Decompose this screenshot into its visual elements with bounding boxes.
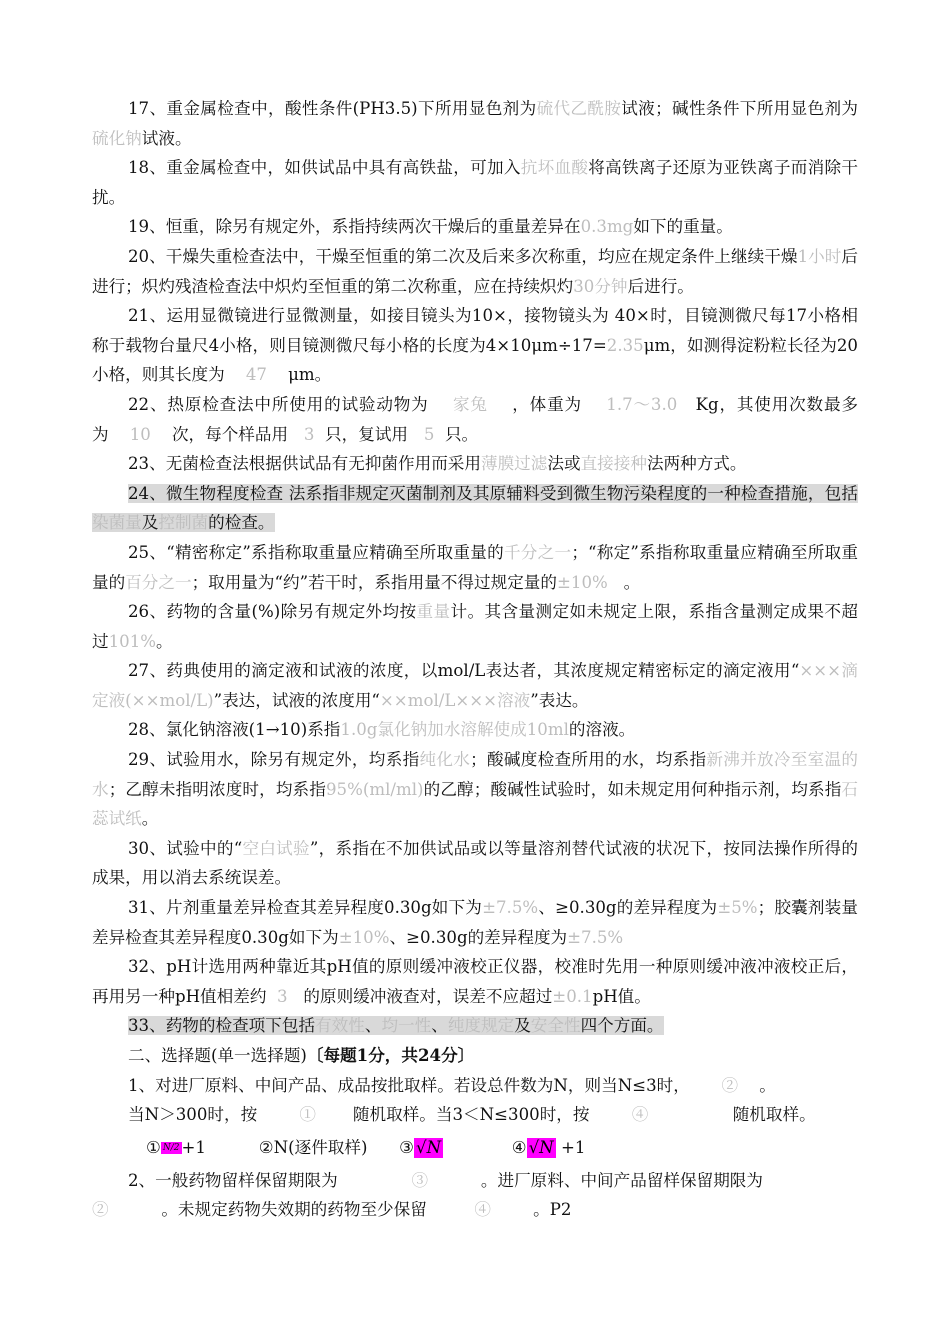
question-text: 只。 xyxy=(444,424,479,444)
option-text: +1 xyxy=(560,1137,586,1157)
answer-text: ±7.5% xyxy=(567,927,624,947)
item-21 xyxy=(92,301,858,390)
question-text: 后进行；炽灼残渣检查法中炽灼至恒重的第二次称重，应在持续炽灼 xyxy=(92,246,858,296)
item-27 xyxy=(92,656,858,715)
answer-text: ±7.5% xyxy=(482,898,539,918)
question-text: 33、药物的检查项下包括 xyxy=(128,1016,316,1036)
sqrt-formula: √N xyxy=(416,1138,442,1158)
answer-text: 0.3mg xyxy=(580,217,634,237)
answer-text: 1.7～3.0 xyxy=(606,394,678,414)
answer-text: ① xyxy=(299,1105,316,1125)
answer-text: 纯化水 xyxy=(419,750,471,770)
question-text: μm，如测得淀粉粒长径为20小格，则其长度为 xyxy=(92,335,858,385)
answer-text: 千分之一 xyxy=(503,542,572,562)
question-text: 30、试验中的“ xyxy=(128,838,243,858)
question-text: 的原则缓冲液查对，误差不应超过 xyxy=(303,986,553,1006)
choice-2 xyxy=(92,1166,858,1225)
question-text: μm。 xyxy=(288,365,332,385)
question-text: 法两种方式。 xyxy=(646,454,747,474)
question-text: 法或 xyxy=(547,454,581,474)
question-text: 21、运用显微镜进行显微测量，如接目镜头为10×，接物镜头为 40×时，目镜测微尺每17小格相称于载物台量尺4小格，则目镜测微尺每小格的长度为4×10μm÷17= xyxy=(92,306,858,355)
question-text: 。 xyxy=(141,809,159,829)
question-text: 、≥0.30g的差异程度为 xyxy=(389,927,568,947)
answer-text: 家兔 xyxy=(453,394,488,414)
item-18 xyxy=(92,153,858,212)
answer-text: ××mol/L×××溶液 xyxy=(379,690,531,710)
answer-text: 10 xyxy=(129,424,151,444)
answer-text: ② xyxy=(92,1200,109,1220)
item-33 xyxy=(92,1011,858,1041)
question-text: 四个方面。 xyxy=(580,1016,664,1036)
item-28 xyxy=(92,715,858,745)
item-24 xyxy=(92,479,858,538)
answer-text: 5 xyxy=(423,424,435,444)
answer-text: ±5% xyxy=(717,898,758,918)
item-31 xyxy=(92,893,858,952)
answer-text: 染菌量 xyxy=(92,513,142,533)
question-text: ”表达。 xyxy=(530,690,589,710)
answer-text: 1小时 xyxy=(797,246,842,266)
question-text: 24、微生物程度检查 法系指非规定灭菌制剂及其原辅料受到微生物污染程度的一种检查措施，包括 xyxy=(128,483,858,503)
question-text: 17、重金属检查中，酸性条件(PH3.5)下所用显色剂为 xyxy=(128,99,537,118)
section-2-heading xyxy=(92,1041,858,1071)
answer-text: 石蕊试纸 xyxy=(92,779,859,829)
answer-text: 空白试验 xyxy=(242,838,310,858)
item-26 xyxy=(92,597,858,656)
section-title: 二、选择题(单一选择题) xyxy=(128,1046,307,1065)
question-text: Kg，其使用次数最多为 xyxy=(92,394,858,444)
sqrt-formula: √N xyxy=(528,1138,554,1158)
question-text: 28、氯化钠溶液(1→10)系指 xyxy=(128,720,341,740)
option-text: +1 xyxy=(181,1137,206,1157)
question-text: 20、干燥失重检查法中，干燥至恒重的第二次及后来多次称重，均应在规定条件上继续干燥 xyxy=(128,246,798,266)
question-text: 次，每个样品用 xyxy=(171,424,289,444)
answer-text: 3 xyxy=(277,986,288,1006)
answer-text: 2.35 xyxy=(606,335,644,355)
question-text: 试液；碱性条件下所用显色剂为 xyxy=(621,99,859,118)
answer-text: ±10% xyxy=(557,572,608,592)
question-text: 。未规定药物失效期的药物至少保留 xyxy=(161,1200,427,1220)
question-text: 31、片剂重量差异检查其差异程度0.30g如下为 xyxy=(128,898,483,918)
answer-text: ③ xyxy=(411,1170,429,1190)
answer-text: 95%(ml/ml) xyxy=(325,779,424,799)
question-text: 2、一般药物留样保留期限为 xyxy=(128,1170,338,1190)
question-text: 及 xyxy=(514,1016,531,1036)
question-text: 19、恒重，除另有规定外，系指持续两次干燥后的重量差异在 xyxy=(128,217,581,237)
answer-text: 1.0g氯化钠加水溶解使成10ml xyxy=(340,720,569,740)
answer-text: 纯度规定 xyxy=(447,1016,515,1036)
question-text: 及 xyxy=(141,513,159,533)
answer-text: ×××滴定液(××mol/L) xyxy=(92,661,858,710)
item-30 xyxy=(92,834,858,893)
answer-text: 硫代乙酰胺 xyxy=(536,99,622,118)
answer-text: 有效性 xyxy=(315,1016,365,1036)
option-number: ④ xyxy=(511,1137,527,1157)
item-29 xyxy=(92,745,858,834)
question-text: 只，复试用 xyxy=(325,424,409,444)
item-32 xyxy=(92,952,858,1011)
item-23 xyxy=(92,449,858,479)
option-number: ① xyxy=(146,1137,161,1157)
question-text: ；“称定”系指称取重量应精确至所取重量的 xyxy=(92,542,859,592)
item-17 xyxy=(92,94,858,153)
question-text: 如下的重量。 xyxy=(633,217,733,237)
question-text: pH值。 xyxy=(592,986,651,1006)
choice-1 xyxy=(92,1071,858,1130)
answer-text: 重量 xyxy=(416,602,451,622)
choice-1-options xyxy=(92,1130,858,1166)
answer-text: ±0.1 xyxy=(552,986,593,1006)
question-text: 将高铁离子还原为亚铁离子而消除干扰。 xyxy=(92,158,858,207)
answer-text: ±10% xyxy=(338,927,390,947)
answer-text: ④ xyxy=(631,1105,649,1125)
item-19 xyxy=(92,212,858,242)
question-text: 计。其含量测定如未规定上限，系指含量测定成果不超过 xyxy=(92,602,858,651)
question-text: 29、试验用水，除另有规定外，均系指 xyxy=(128,750,420,770)
question-text: 32、pH计选用两种靠近其pH值的原则缓冲液校正仪器，校准时先用一种原则缓冲液冲液校正后，再用另一种pH值相差约 xyxy=(92,957,858,1006)
question-text: ；酸碱度检查所用的水，均系指 xyxy=(470,750,707,770)
answer-text: 30分钟 xyxy=(573,276,628,296)
question-text: 。 xyxy=(156,631,173,651)
option-text: ②N(逐件取样) xyxy=(258,1137,368,1157)
question-text: 随机取样。 xyxy=(732,1105,816,1125)
question-text: 18、重金属检查中，如供试品中具有高铁盐，可加入 xyxy=(128,158,521,178)
question-text: 。P2 xyxy=(533,1200,572,1220)
answer-text: 安全性 xyxy=(530,1016,581,1036)
question-text: 、 xyxy=(431,1016,448,1036)
question-text: 当N＞300时，按 xyxy=(128,1105,258,1125)
answer-text: 硫化钠 xyxy=(92,128,142,148)
question-text: 的溶液。 xyxy=(568,720,636,740)
answer-text: 均一性 xyxy=(381,1016,432,1036)
option-number: ③ xyxy=(399,1137,415,1157)
question-text: ；取用量为“约”若干时，系指用量不得过规定量的 xyxy=(191,572,557,592)
answer-text: ② xyxy=(721,1075,739,1095)
question-text: ”表达，试液的浓度用“ xyxy=(213,690,380,710)
answer-text: 百分之一 xyxy=(125,572,192,592)
question-text: 22、热原检查法中所使用的试验动物为 xyxy=(128,394,429,414)
question-text: ；胶囊剂装量差异检查其差异程度0.30g如下为 xyxy=(92,898,859,947)
answer-text: 抗坏血酸 xyxy=(520,158,589,178)
item-22 xyxy=(92,390,858,449)
answer-text: 101% xyxy=(108,631,157,651)
answer-text: 控制菌 xyxy=(158,513,209,533)
item-25 xyxy=(92,538,858,597)
document-page xyxy=(92,94,858,1225)
question-text: ，体重为 xyxy=(512,394,582,414)
answer-text: 薄膜过滤 xyxy=(481,454,548,474)
answer-text: 3 xyxy=(303,424,315,444)
question-text: 。 xyxy=(623,572,641,592)
question-text: 。 xyxy=(759,1075,776,1095)
question-text: 后进行。 xyxy=(627,276,694,296)
item-20 xyxy=(92,242,858,301)
question-text: 的乙醇；酸碱性试验时，如未规定用何种指示剂，均系指 xyxy=(423,779,842,799)
question-text: 、 xyxy=(364,1016,382,1036)
question-text: 随机取样。当3＜N≤300时，按 xyxy=(352,1105,590,1125)
answer-text: 新沸并放冷至室温的水 xyxy=(92,750,859,799)
question-text: ；乙醇未指明浓度时，均系指 xyxy=(108,779,326,799)
question-text: 26、药物的含量(%)除另有规定外均按 xyxy=(128,602,417,622)
question-text: 25、“精密称定”系指称取重量应精确至所取重量的 xyxy=(128,542,504,562)
question-text: 23、无菌检查法根据供试品有无抑菌作用而采用 xyxy=(128,454,481,474)
question-text: ”，系指在不加供试品或以等量溶剂替代试液的状况下，按同法操作所得的成果，用以消去系统误差。 xyxy=(92,838,859,888)
answer-text: 47 xyxy=(245,365,267,385)
question-text: 1、对进厂原料、中间产品、成品按批取样。若设总件数为N，则当N≤3时， xyxy=(128,1075,690,1095)
section-score: 〔每题1分，共24分〕 xyxy=(306,1045,475,1065)
fraction-formula: N/2 xyxy=(162,1143,180,1154)
answer-text: 直接接种 xyxy=(580,454,647,474)
question-text: 的检查。 xyxy=(208,513,275,533)
question-text: 27、药典使用的滴定液和试液的浓度，以mol/L表达者，其浓度规定精密标定的滴定液用“ xyxy=(128,661,800,681)
question-text: 试液。 xyxy=(141,128,192,148)
question-text: 。进厂原料、中间产品留样保留期限为 xyxy=(480,1170,763,1190)
answer-text: ④ xyxy=(474,1200,491,1220)
question-text: 、≥0.30g的差异程度为 xyxy=(538,898,718,918)
